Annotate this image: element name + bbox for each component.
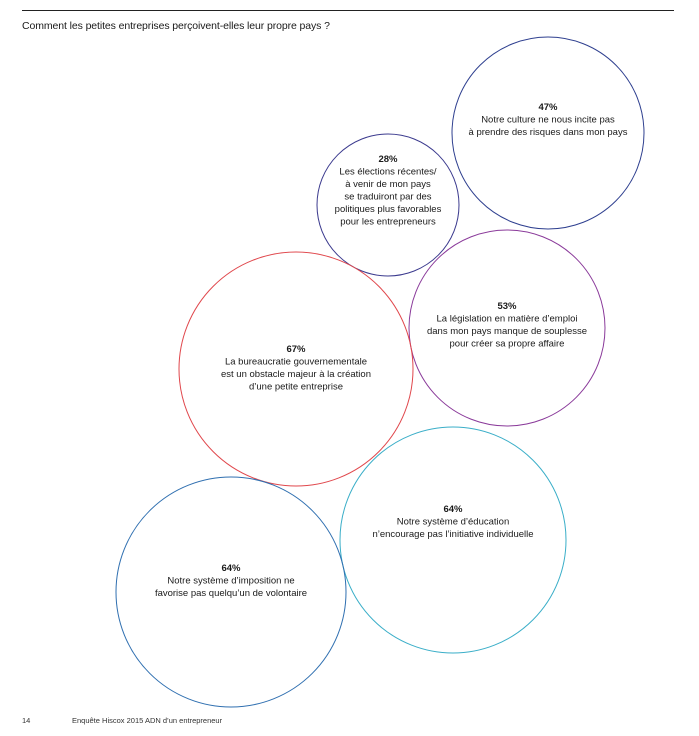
page-title: Comment les petites entreprises perçoivent-elles leur propre pays ? [22, 20, 330, 32]
bubble-percent-label: 47% [538, 102, 558, 113]
bubble-description-line: pour les entrepreneurs [340, 216, 436, 228]
bubble-culture [452, 37, 644, 229]
bubble-percent-label: 28% [378, 154, 398, 165]
bubble-description-line: se traduiront par des [344, 191, 432, 203]
bubble-percent-label: 64% [443, 504, 463, 515]
bubble-description-line: est un obstacle majeur à la création [221, 369, 371, 380]
bubble-description-line: à prendre des risques dans mon pays [468, 127, 628, 138]
bubble-description-line: à venir de mon pays [345, 179, 431, 190]
bubble-description-line: pour créer sa propre affaire [449, 338, 565, 350]
bubble-description-line: d’une petite entreprise [248, 381, 344, 393]
bubble-description-line: politiques plus favorables [334, 204, 442, 215]
bubble-percent-label: 64% [221, 563, 241, 574]
bubble-elections [317, 134, 459, 276]
bubble-description-line: favorise pas quelqu’un de volontaire [154, 588, 308, 599]
bubble-education [340, 427, 566, 653]
bubble-description-line: Notre culture ne nous incite pas [481, 114, 615, 126]
page-number: 14 [22, 716, 31, 725]
bubble-description-line: La bureaucratie gouvernementale [224, 356, 368, 368]
bubble-description-line: La législation en matière d’emploi [436, 313, 578, 325]
bubble-description-line: n’encourage pas l’initiative individuelle [372, 529, 534, 540]
bubble-description-line: Les élections récentes/ [339, 166, 437, 178]
bubble-legislation [409, 230, 605, 426]
bubble-bureaucracy [179, 252, 413, 486]
bubble-description-line: Notre système d’imposition ne [167, 575, 295, 587]
bubble-circle [340, 427, 566, 653]
footer-text: Enquête Hiscox 2015 ADN d’un entrepreneur [72, 716, 223, 725]
bubble-description-line: Notre système d’éducation [396, 516, 510, 528]
bubble-description-line: dans mon pays manque de souplesse [426, 326, 588, 337]
bubble-percent-label: 53% [497, 301, 517, 312]
bubble-percent-label: 67% [286, 344, 306, 355]
bubble-taxation [116, 477, 346, 707]
